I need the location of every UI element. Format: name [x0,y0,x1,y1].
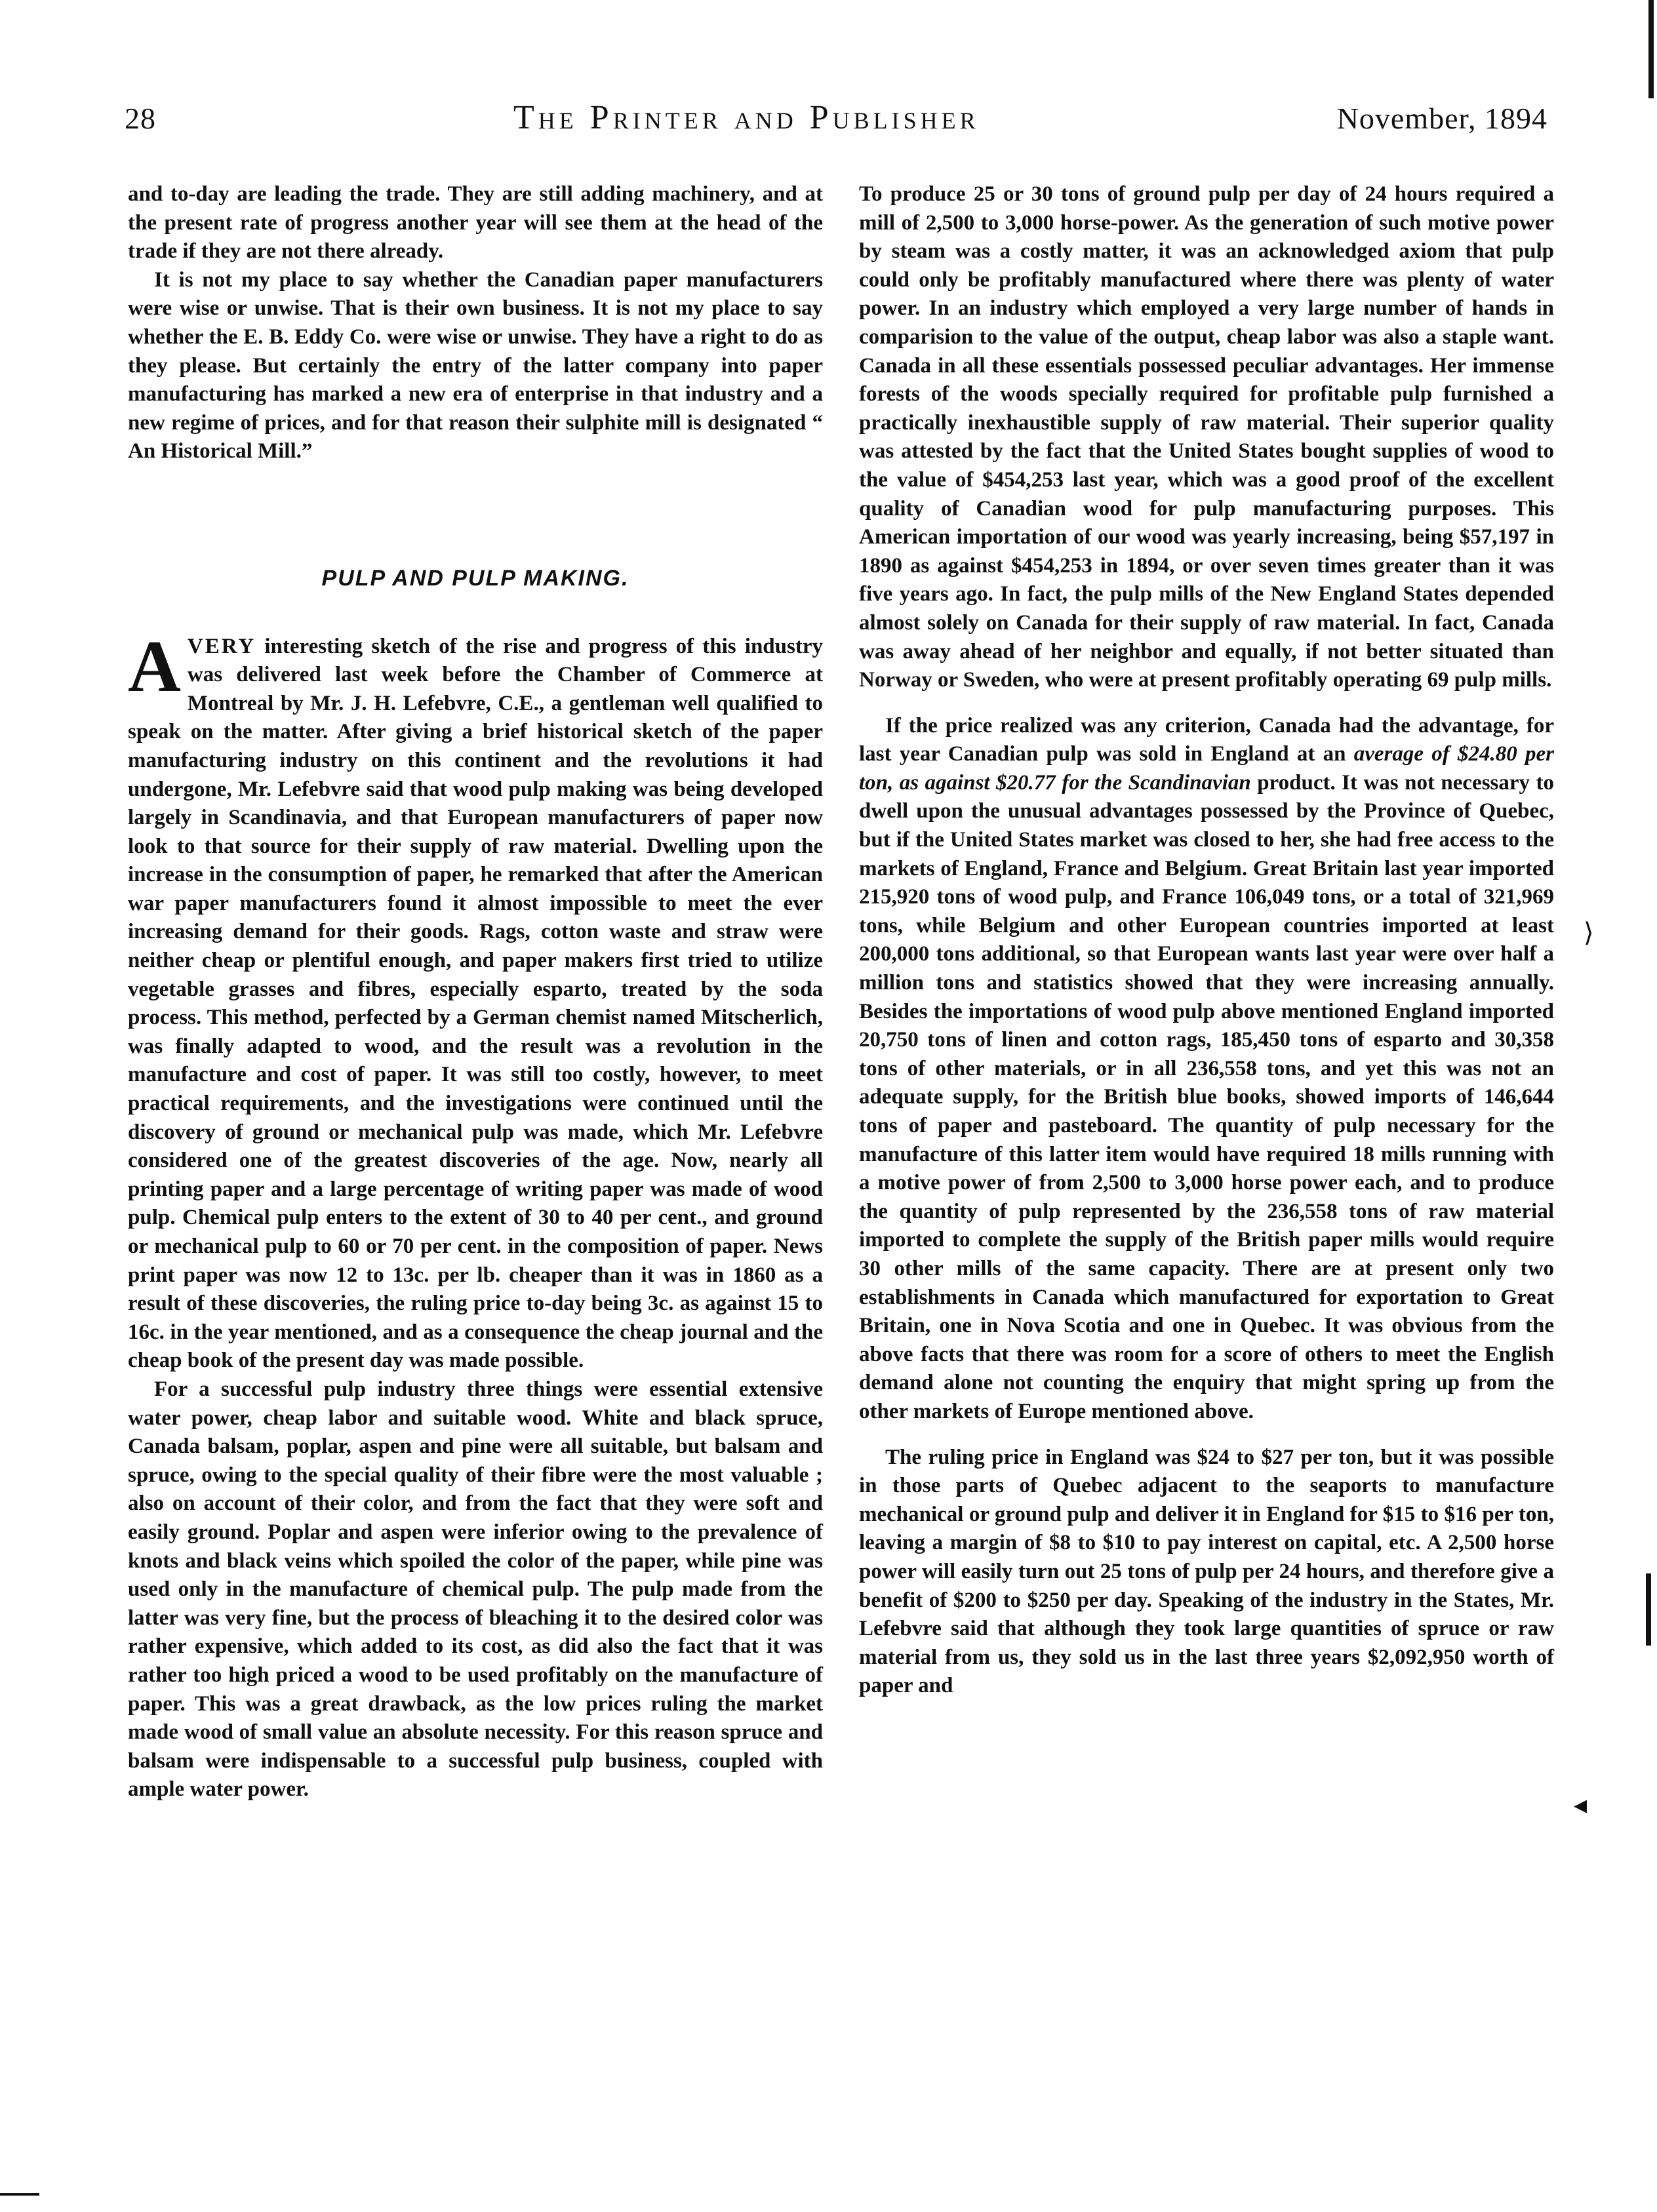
intro-paragraph-1: and to-day are leading the trade. They are still adding machinery, and at the present rate of progress another year will see them at the head of the trade if they are not there already. [128,182,823,264]
section-heading: PULP AND PULP MAKING. [321,565,629,591]
publication-title: The Printer and Publisher [513,99,980,136]
article-paragraph-2: For a successful pulp industry three things were essential extensive water power, cheap labor and suitable wood. White and black spruce, Canada balsam, poplar, aspen and pine were all suitable, but balsam and spruce, owing to the special quality of their fibre were the most valuable ; also on account of their color, and from the fact that they were soft and easily ground. Poplar and aspen were inferior owing to the prevalence of knots and black veins which spoiled the color of the paper, while pine was used only in the manufacture of chemical pulp. The pulp made from the latter was very fine, but the process of bleaching it to the desired color was rather expensive, which added to its cost, as did also the fact that it was rather too high priced a wood to be used profitably on the manufacture of paper. This was a great drawback, as the low prices ruling the market made wood of small value an absolute necessity. For this reason spruce and balsam were indispensable to a successful pulp business, coupled with ample water power. [128,1377,823,1802]
article-paragraph-4 [859,712,1554,1427]
scan-edge-bottom-left [0,2193,39,2196]
lead-word: VERY [187,634,256,658]
article-paragraph-4-end: product. It was not necessary to dwell upon the unusual advantages possessed by the Province of Quebec, but if the United States market was closed to her, she had free access to the markets of England, France and Belgium. Great Britain last year imported 215,920 tons of wood pulp, and France 106,049 tons, or a total of 321,969 tons, while Belgium and other European countries imported at least 200,000 tons additional, so that European wants last year were over half a million tons and statistics showed that they were increasing annually. Besides the importations of wood pulp above mentioned England imported 20,750 tons of linen and cotton rags, 185,450 tons of esparto and 30,358 tons of other materials, or in all 236,558 tons, and yet this was not an adequate supply, for the British blue books, showed imports of 146,644 tons of paper and pasteboard. The quantity of pulp necessary for the manufacture of this latter item would have required 18 mills running with a motive power of from 2,500 to 3,000 horse power each, and to produce the quantity of pulp represented by the 236,558 tons of raw material imported to complete the supply of the British paper mills would require 30 other mills of the same capacity. There are at present only two establishments in Canada which manufactured for exportation to Great Britain, one in Nova Scotia and one in Quebec. It was obvious from the above facts that there was room for a score of others to meet the English demand alone not counting the enquiry that might spring up from the other markets of Europe mentioned above. [859,770,1554,1423]
article-paragraph-4-italic: average of $24.80 per ton, as against $20.77 for the Scandinavian [859,742,1555,795]
scan-edge-right [1646,1573,1651,1646]
article-paragraph-4-start: If the price realized was any criterion, Canada had the advantage, for last year Canadian pulp was sold in England at an [859,713,1554,766]
article-paragraph-1-text: interesting sketch of the rise and progress of this industry was delivered last week before the Chamber of Commerce at Montreal by Mr. J. H. Lefebvre, C.E., a gentleman well qualified to speak on the matter. After giving a brief historical sketch of the paper manufacturing industry on this continent and the revolutions it had undergone, Mr. Lefebvre said that wood pulp making was being developed largely in Scandinavia, and that European manufacturers of paper now look to that source for their supply of raw material. Dwelling upon the increase in the consumption of paper, he remarked that after the American war paper manufacturers found it almost impossible to meet the ever increasing demand for their goods. Rags, cotton waste and straw were neither cheap or plentiful enough, and paper makers first tried to utilize vegetable grasses and fibres, especially esparto, treated by the soda process. This method, perfected by a German chemist named Mitscherlich, was finally adapted to wood, and the result was a revolution in the manufacture and cost of paper. It was still too costly, however, to meet practical requirements, and the investigations were continued until the discovery of ground or mechanical pulp was made, which Mr. Lefebvre considered one of the greatest discoveries of the age. Now, nearly all printing paper and a large percentage of writing paper was made of wood pulp. Chemical pulp enters to the extent of 30 to 40 per cent., and ground or mechanical pulp to 60 or 70 per cent. in the composition of paper. News print paper was now 12 to 13c. per lb. cheaper than it was in 1860 as a result of these discoveries, the ruling price to-day being 3c. as against 15 to 16c. in the year mentioned, and as a consequence the cheap journal and the cheap book of the present day was made possible. [128,634,823,1373]
right-column [859,180,1554,1701]
article-paragraph-3: To produce 25 or 30 tons of ground pulp per day of 24 hours required a mill of 2,500 to 3,000 horse-power. As the generation of such motive power by steam was a costly matter, it was an acknowledged axiom that pulp could only be profitably manufactured where there was plenty of water power. In an industry which employed a very large number of hands in comparision to the value of the output, cheap labor was also a staple want. Canada in all these essentials possessed peculiar advantages. Her immense forests of the woods specially required for profitable pulp furnished a practically inexhaustible supply of raw material. Their superior quality was attested by the fact that the United States bought supplies of wood to the value of $454,253 last year, which was a good proof of the excellent quality of Canadian wood for pulp manufacturing purposes. This American importation of our wood was yearly increasing, being $57,197 in 1890 as against $454,253 in 1894, or over seven times greater than it was five years ago. In fact, the pulp mills of the New England States depended almost solely on Canada for their supply of raw material. In fact, Canada was away ahead of her neighbor and equally, if not better situated than Norway or Sweden, who were at present profitably operating 69 pulp mills. [859,182,1554,692]
margin-mark-upper: ⟩ [1584,918,1594,948]
article-paragraph-5: The ruling price in England was $24 to $27 per ton, but it was possible in those parts of Quebec adjacent to the seaports to manufacture mechanical or ground pulp and deliver it in England for $15 to $16 per ton, leaving a margin of $8 to $10 to pay interest on capital, etc. A 2,500 horse power will easily turn out 25 tons of pulp per 24 hours, and therefore give a benefit of $200 to $250 per day. Speaking of the industry in the States, Mr. Lefebvre said that although they took large quantities of spruce or raw material from us, they sold us in the last three years $2,092,950 worth of paper and [859,1445,1554,1698]
drop-cap: A [128,625,181,707]
left-column [128,180,823,1804]
issue-date: November, 1894 [1336,102,1547,135]
scan-edge-top-right [1648,0,1654,98]
intro-paragraph-2: It is not my place to say whether the Canadian paper manufacturers were wise or unwise. That is their own business. It is not my place to say whether the E. B. Eddy Co. were wise or unwise. They have a right to do as they please. But certainly the entry of the latter company into paper manufacturing has marked a new era of enterprise in that industry and a new regime of prices, and for that reason their sulphite mill is designated “ An Historical Mill.” [128,267,823,464]
article-paragraph-1 [128,625,823,1375]
page-number: 28 [125,102,156,135]
running-header [125,98,1547,144]
margin-mark-lower: ◂ [1574,1790,1587,1820]
